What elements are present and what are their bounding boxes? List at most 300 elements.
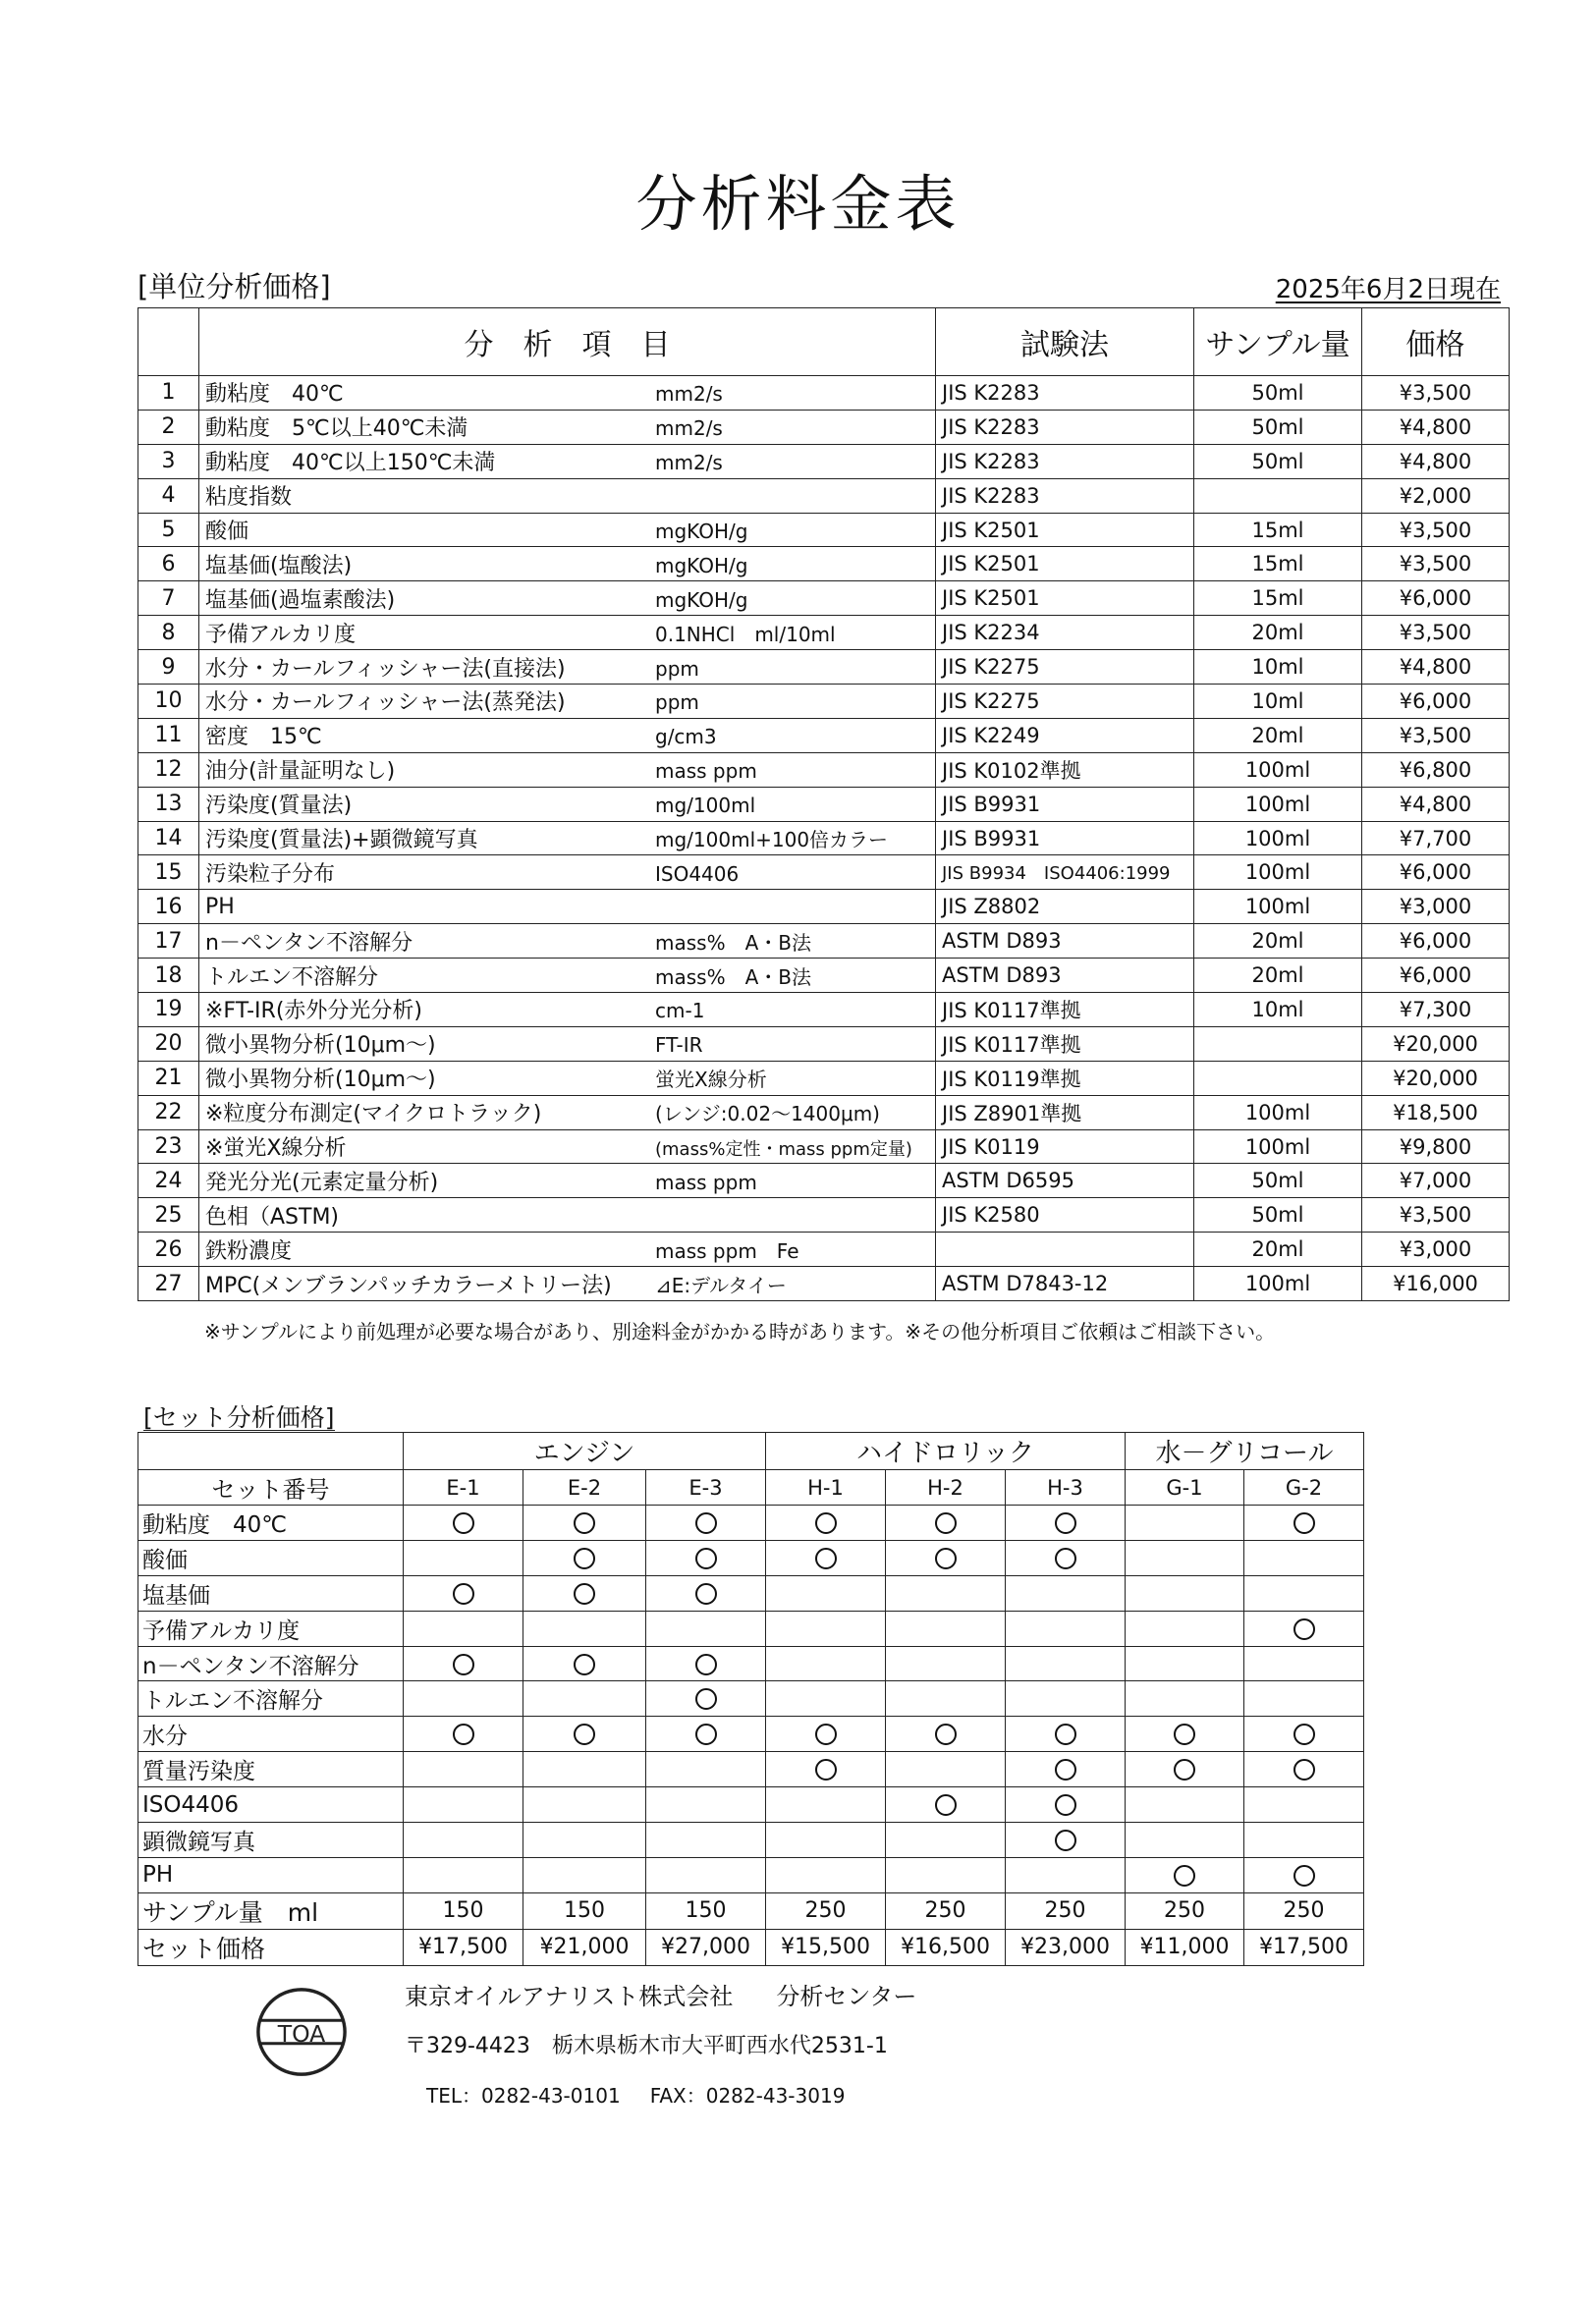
item-name: 油分(計量証明なし) xyxy=(205,759,396,785)
set-code: E-1 xyxy=(404,1470,523,1506)
row-number: 7 xyxy=(138,581,199,616)
circle-mark-icon xyxy=(1293,1865,1315,1887)
analysis-item xyxy=(199,444,936,478)
circle-mark-icon xyxy=(1293,1512,1315,1534)
sample-volume: 20ml xyxy=(1194,1233,1362,1267)
test-method: JIS K2501 xyxy=(936,581,1194,616)
set-price: ¥17,500 xyxy=(1244,1929,1364,1965)
circle-mark-icon xyxy=(1293,1618,1315,1640)
sample-volume: 10ml xyxy=(1194,685,1362,719)
test-method: JIS K2283 xyxy=(936,376,1194,411)
row-number: 4 xyxy=(138,478,199,513)
item-unit: cm-1 xyxy=(655,999,705,1023)
analysis-item xyxy=(199,959,936,993)
set-sample-volume: 150 xyxy=(404,1892,523,1929)
test-method: JIS K0119 xyxy=(936,1129,1194,1164)
table-row xyxy=(138,1787,1364,1823)
price: ¥6,000 xyxy=(1362,924,1510,959)
header-price: 価格 xyxy=(1362,308,1510,376)
item-unit: ppm xyxy=(655,656,699,681)
price: ¥9,800 xyxy=(1362,1129,1510,1164)
set-item-label: 質量汚染度 xyxy=(138,1752,404,1787)
circle-mark-icon xyxy=(695,1548,717,1569)
inclusion-cell xyxy=(766,1506,886,1541)
sample-volume: 20ml xyxy=(1194,616,1362,650)
inclusion-cell xyxy=(1126,1540,1244,1575)
table-row xyxy=(138,1198,1510,1233)
set-price: ¥27,000 xyxy=(646,1929,766,1965)
price: ¥18,500 xyxy=(1362,1095,1510,1129)
item-name: 動粘度 40℃ xyxy=(205,382,344,408)
table-row xyxy=(138,478,1510,513)
set-item-label: 動粘度 40℃ xyxy=(138,1506,404,1541)
table-row xyxy=(138,650,1510,685)
item-name: 塩基価(塩酸法) xyxy=(205,553,353,578)
inclusion-cell xyxy=(404,1540,523,1575)
inclusion-cell xyxy=(523,1646,646,1681)
price: ¥3,500 xyxy=(1362,513,1510,547)
price: ¥3,000 xyxy=(1362,1233,1510,1267)
inclusion-cell xyxy=(1006,1787,1126,1823)
circle-mark-icon xyxy=(815,1724,837,1745)
set-item-label: ISO4406 xyxy=(138,1787,404,1823)
circle-mark-icon xyxy=(695,1512,717,1534)
sample-volume: 100ml xyxy=(1194,1267,1362,1301)
inclusion-cell xyxy=(886,1611,1006,1646)
set-item-label: 予備アルカリ度 xyxy=(138,1611,404,1646)
sample-volume: 100ml xyxy=(1194,1129,1362,1164)
inclusion-cell xyxy=(523,1717,646,1752)
circle-mark-icon xyxy=(1055,1759,1076,1781)
row-number: 9 xyxy=(138,650,199,685)
sample-volume: 15ml xyxy=(1194,547,1362,581)
inclusion-cell xyxy=(886,1857,1006,1892)
item-name: 微小異物分析(10μm～) xyxy=(205,1068,436,1093)
inclusion-cell xyxy=(886,1540,1006,1575)
inclusion-cell xyxy=(766,1717,886,1752)
analysis-item xyxy=(199,1267,936,1301)
set-item-label: 塩基価 xyxy=(138,1575,404,1611)
inclusion-cell xyxy=(404,1823,523,1858)
set-item-label: n－ペンタン不溶解分 xyxy=(138,1646,404,1681)
item-unit: mass% A・B法 xyxy=(655,930,811,955)
inclusion-cell xyxy=(766,1823,886,1858)
inclusion-cell xyxy=(1126,1752,1244,1787)
analysis-item xyxy=(199,616,936,650)
analysis-item xyxy=(199,513,936,547)
row-number: 14 xyxy=(138,821,199,855)
row-number: 18 xyxy=(138,959,199,993)
inclusion-cell xyxy=(404,1752,523,1787)
item-name: MPC(メンブランパッチカラーメトリー法) xyxy=(205,1273,612,1298)
table-row xyxy=(138,444,1510,478)
inclusion-cell xyxy=(886,1787,1006,1823)
effective-date: 2025年6月2日現在 xyxy=(1275,275,1501,304)
circle-mark-icon xyxy=(1174,1865,1195,1887)
inclusion-cell xyxy=(523,1575,646,1611)
department: 分析センター xyxy=(776,1983,917,2010)
group-header: エンジン xyxy=(404,1433,766,1470)
inclusion-cell xyxy=(646,1752,766,1787)
table-row xyxy=(138,513,1510,547)
table-row xyxy=(138,787,1510,821)
set-code-row xyxy=(138,1470,1364,1506)
item-unit: mass ppm Fe xyxy=(655,1238,799,1263)
circle-mark-icon xyxy=(574,1724,595,1745)
table-row xyxy=(138,1267,1510,1301)
item-name: 粘度指数 xyxy=(205,485,293,511)
set-sample-volume: 250 xyxy=(766,1892,886,1929)
row-number: 12 xyxy=(138,752,199,787)
row-number: 16 xyxy=(138,890,199,924)
test-method: JIS B9934 ISO4406:1999 xyxy=(936,855,1194,890)
table-row xyxy=(138,376,1510,411)
test-method: ASTM D893 xyxy=(936,924,1194,959)
inclusion-cell xyxy=(1126,1681,1244,1717)
test-method: JIS K2275 xyxy=(936,685,1194,719)
test-method: JIS K2275 xyxy=(936,650,1194,685)
set-item-label: 顕微鏡写真 xyxy=(138,1823,404,1858)
set-sample-volume: 150 xyxy=(523,1892,646,1929)
item-name: 動粘度 5℃以上40℃未満 xyxy=(205,416,468,442)
analysis-item xyxy=(199,547,936,581)
table-row xyxy=(138,959,1510,993)
analysis-item xyxy=(199,650,936,685)
analysis-item xyxy=(199,1164,936,1198)
circle-mark-icon xyxy=(1055,1548,1076,1569)
item-unit: mgKOH/g xyxy=(655,553,748,577)
circle-mark-icon xyxy=(1293,1759,1315,1781)
table-row xyxy=(138,1717,1364,1752)
row-number: 10 xyxy=(138,685,199,719)
price: ¥7,700 xyxy=(1362,821,1510,855)
inclusion-cell xyxy=(1244,1646,1364,1681)
circle-mark-icon xyxy=(1055,1512,1076,1534)
inclusion-cell xyxy=(1126,1717,1244,1752)
set-price: ¥21,000 xyxy=(523,1929,646,1965)
circle-mark-icon xyxy=(453,1724,474,1745)
unit-price-table xyxy=(138,307,1510,1301)
inclusion-cell xyxy=(646,1540,766,1575)
sample-volume: 20ml xyxy=(1194,718,1362,752)
inclusion-cell xyxy=(646,1646,766,1681)
price: ¥4,800 xyxy=(1362,410,1510,444)
item-unit: mm2/s xyxy=(655,416,723,441)
set-price: ¥11,000 xyxy=(1126,1929,1244,1965)
sample-volume: 100ml xyxy=(1194,890,1362,924)
sample-volume: 100ml xyxy=(1194,752,1362,787)
test-method: ASTM D893 xyxy=(936,959,1194,993)
analysis-item xyxy=(199,1095,936,1129)
circle-mark-icon xyxy=(695,1583,717,1605)
item-name: 発光分光(元素定量分析) xyxy=(205,1170,439,1195)
test-method xyxy=(936,1233,1194,1267)
price: ¥3,000 xyxy=(1362,890,1510,924)
group-header: 水－グリコール xyxy=(1126,1433,1364,1470)
row-number: 19 xyxy=(138,993,199,1027)
table-row xyxy=(138,855,1510,890)
item-name: 微小異物分析(10μm～) xyxy=(205,1033,436,1059)
test-method: JIS K2249 xyxy=(936,718,1194,752)
set-code: H-2 xyxy=(886,1470,1006,1506)
table-row xyxy=(138,718,1510,752)
inclusion-cell xyxy=(886,1823,1006,1858)
inclusion-cell xyxy=(1244,1611,1364,1646)
test-method: ASTM D6595 xyxy=(936,1164,1194,1198)
inclusion-cell xyxy=(1244,1717,1364,1752)
analysis-item xyxy=(199,718,936,752)
inclusion-cell xyxy=(1244,1752,1364,1787)
unit-price-header-row xyxy=(138,308,1510,376)
item-name: 色相（ASTM) xyxy=(205,1204,340,1230)
set-item-label: PH xyxy=(138,1857,404,1892)
group-header: ハイドロリック xyxy=(766,1433,1126,1470)
group-header-blank xyxy=(138,1433,404,1470)
row-number: 21 xyxy=(138,1061,199,1095)
circle-mark-icon xyxy=(453,1583,474,1605)
inclusion-cell xyxy=(523,1752,646,1787)
inclusion-cell xyxy=(1006,1717,1126,1752)
sample-volume: 50ml xyxy=(1194,444,1362,478)
test-method: JIS K2234 xyxy=(936,616,1194,650)
sample-volume: 100ml xyxy=(1194,1095,1362,1129)
circle-mark-icon xyxy=(1174,1724,1195,1745)
item-name: 汚染粒子分布 xyxy=(205,861,336,887)
row-number: 27 xyxy=(138,1267,199,1301)
inclusion-cell xyxy=(886,1575,1006,1611)
row-number: 23 xyxy=(138,1129,199,1164)
item-unit: 蛍光X線分析 xyxy=(655,1068,767,1092)
sample-volume xyxy=(1194,478,1362,513)
inclusion-cell xyxy=(646,1823,766,1858)
table-row xyxy=(138,993,1510,1027)
header-sample: サンプル量 xyxy=(1194,308,1362,376)
item-name: ※FT-IR(赤外分光分析) xyxy=(205,999,422,1024)
price: ¥6,000 xyxy=(1362,685,1510,719)
circle-mark-icon xyxy=(453,1654,474,1675)
inclusion-cell xyxy=(1006,1611,1126,1646)
header-item: 分 析 項 目 xyxy=(199,308,936,376)
inclusion-cell xyxy=(886,1681,1006,1717)
set-price: ¥15,500 xyxy=(766,1929,886,1965)
set-number-label: セット番号 xyxy=(138,1470,404,1506)
inclusion-cell xyxy=(1126,1823,1244,1858)
inclusion-cell xyxy=(404,1857,523,1892)
set-price: ¥17,500 xyxy=(404,1929,523,1965)
inclusion-cell xyxy=(523,1681,646,1717)
inclusion-cell xyxy=(1244,1857,1364,1892)
analysis-item xyxy=(199,478,936,513)
analysis-item xyxy=(199,1198,936,1233)
inclusion-cell xyxy=(523,1506,646,1541)
table-row xyxy=(138,1575,1364,1611)
row-number: 1 xyxy=(138,376,199,411)
item-unit: mm2/s xyxy=(655,382,723,407)
row-number: 25 xyxy=(138,1198,199,1233)
item-unit: g/cm3 xyxy=(655,725,717,749)
circle-mark-icon xyxy=(1055,1830,1076,1851)
test-method: JIS K0117準拠 xyxy=(936,993,1194,1027)
set-price: ¥16,500 xyxy=(886,1929,1006,1965)
sample-volume: 10ml xyxy=(1194,650,1362,685)
table-row xyxy=(138,1164,1510,1198)
item-unit: mg/100ml xyxy=(655,794,756,818)
table-row xyxy=(138,1095,1510,1129)
price: ¥20,000 xyxy=(1362,1061,1510,1095)
analysis-item xyxy=(199,581,936,616)
item-name: 密度 15℃ xyxy=(205,725,322,750)
price: ¥20,000 xyxy=(1362,1026,1510,1061)
inclusion-cell xyxy=(1006,1857,1126,1892)
group-header-row xyxy=(138,1433,1364,1470)
price: ¥4,800 xyxy=(1362,444,1510,478)
set-code: G-1 xyxy=(1126,1470,1244,1506)
inclusion-cell xyxy=(646,1787,766,1823)
item-name: 水分・カールフィッシャー法(蒸発法) xyxy=(205,690,566,716)
inclusion-cell xyxy=(1126,1575,1244,1611)
analysis-item xyxy=(199,752,936,787)
header-no xyxy=(138,308,199,376)
inclusion-cell xyxy=(523,1787,646,1823)
row-number: 26 xyxy=(138,1233,199,1267)
inclusion-cell xyxy=(1006,1646,1126,1681)
sample-volume: 100ml xyxy=(1194,787,1362,821)
item-unit: ⊿E:デルタイー xyxy=(655,1273,787,1297)
set-price-table xyxy=(138,1432,1364,1966)
sample-volume: 100ml xyxy=(1194,821,1362,855)
set-sample-volume: 250 xyxy=(886,1892,1006,1929)
test-method: JIS K2501 xyxy=(936,547,1194,581)
inclusion-cell xyxy=(646,1506,766,1541)
row-number: 11 xyxy=(138,718,199,752)
price: ¥4,800 xyxy=(1362,787,1510,821)
table-row xyxy=(138,1540,1364,1575)
table-row xyxy=(138,924,1510,959)
item-unit: (レンジ:0.02～1400μm) xyxy=(655,1102,880,1126)
test-method: JIS K2283 xyxy=(936,410,1194,444)
item-unit: FT-IR xyxy=(655,1033,703,1058)
inclusion-cell xyxy=(404,1681,523,1717)
sample-volume: 15ml xyxy=(1194,581,1362,616)
table-row xyxy=(138,1681,1364,1717)
set-code: G-2 xyxy=(1244,1470,1364,1506)
contact-line xyxy=(426,2080,845,2109)
inclusion-cell xyxy=(1244,1506,1364,1541)
postal-code: 〒329-4423 xyxy=(405,2034,530,2058)
inclusion-cell xyxy=(886,1752,1006,1787)
inclusion-cell xyxy=(404,1506,523,1541)
item-unit: 0.1NHCl ml/10ml xyxy=(655,622,836,646)
inclusion-cell xyxy=(766,1857,886,1892)
inclusion-cell xyxy=(646,1857,766,1892)
table-row xyxy=(138,1061,1510,1095)
test-method: JIS K2580 xyxy=(936,1198,1194,1233)
item-name: ※蛍光X線分析 xyxy=(205,1136,347,1162)
circle-mark-icon xyxy=(574,1548,595,1569)
street-address: 栃木県栃木市大平町西水代2531-1 xyxy=(551,2034,888,2058)
table-row xyxy=(138,1506,1364,1541)
row-number: 20 xyxy=(138,1026,199,1061)
set-sample-volume: 250 xyxy=(1006,1892,1126,1929)
circle-mark-icon xyxy=(1055,1794,1076,1816)
test-method: JIS K2283 xyxy=(936,444,1194,478)
test-method: JIS K0119準拠 xyxy=(936,1061,1194,1095)
item-name: 塩基価(過塩素酸法) xyxy=(205,587,396,613)
circle-mark-icon xyxy=(935,1548,957,1569)
fax-number: FAX：0282-43-3019 xyxy=(649,2084,846,2108)
test-method: JIS B9931 xyxy=(936,821,1194,855)
table-row xyxy=(138,410,1510,444)
analysis-item xyxy=(199,890,936,924)
sample-label: サンプル量 ml xyxy=(138,1892,404,1929)
inclusion-cell xyxy=(1126,1857,1244,1892)
circle-mark-icon xyxy=(695,1654,717,1675)
inclusion-cell xyxy=(1126,1646,1244,1681)
address-line xyxy=(405,2029,888,2059)
inclusion-cell xyxy=(1244,1540,1364,1575)
test-method: ASTM D7843-12 xyxy=(936,1267,1194,1301)
table-row xyxy=(138,1611,1364,1646)
inclusion-cell xyxy=(404,1611,523,1646)
set-price-label: セット価格 xyxy=(138,1929,404,1965)
price: ¥6,000 xyxy=(1362,959,1510,993)
price: ¥3,500 xyxy=(1362,718,1510,752)
item-name: トルエン不溶解分 xyxy=(205,964,379,990)
table-row xyxy=(138,1129,1510,1164)
row-number: 17 xyxy=(138,924,199,959)
price: ¥6,800 xyxy=(1362,752,1510,787)
sample-volume: 20ml xyxy=(1194,924,1362,959)
unit-section-heading: [単位分析価格] xyxy=(138,270,331,303)
test-method: JIS Z8802 xyxy=(936,890,1194,924)
inclusion-cell xyxy=(1006,1752,1126,1787)
table-row xyxy=(138,1752,1364,1787)
set-item-label: 水分 xyxy=(138,1717,404,1752)
sample-volume: 50ml xyxy=(1194,1164,1362,1198)
row-number: 2 xyxy=(138,410,199,444)
test-method: JIS K2283 xyxy=(936,478,1194,513)
company-name: 東京オイルアナリスト株式会社 xyxy=(405,1983,734,2010)
inclusion-cell xyxy=(1006,1823,1126,1858)
analysis-item xyxy=(199,410,936,444)
inclusion-cell xyxy=(1244,1823,1364,1858)
sample-volume: 15ml xyxy=(1194,513,1362,547)
price: ¥6,000 xyxy=(1362,855,1510,890)
inclusion-cell xyxy=(1244,1787,1364,1823)
price: ¥2,000 xyxy=(1362,478,1510,513)
inclusion-cell xyxy=(766,1611,886,1646)
sample-volume xyxy=(1194,1061,1362,1095)
item-name: PH xyxy=(205,894,235,919)
inclusion-cell xyxy=(404,1717,523,1752)
row-number: 15 xyxy=(138,855,199,890)
sample-volume: 50ml xyxy=(1194,1198,1362,1233)
table-row xyxy=(138,547,1510,581)
inclusion-cell xyxy=(404,1787,523,1823)
logo-text: TOA xyxy=(277,2019,326,2048)
inclusion-cell xyxy=(1006,1506,1126,1541)
price: ¥3,500 xyxy=(1362,376,1510,411)
circle-mark-icon xyxy=(935,1512,957,1534)
row-number: 8 xyxy=(138,616,199,650)
item-name: 汚染度(質量法)+顕微鏡写真 xyxy=(205,828,478,853)
company-line xyxy=(405,1977,916,2011)
row-number: 6 xyxy=(138,547,199,581)
set-price: ¥23,000 xyxy=(1006,1929,1126,1965)
inclusion-cell xyxy=(404,1575,523,1611)
inclusion-cell xyxy=(646,1681,766,1717)
item-unit: mass ppm xyxy=(655,1170,757,1194)
